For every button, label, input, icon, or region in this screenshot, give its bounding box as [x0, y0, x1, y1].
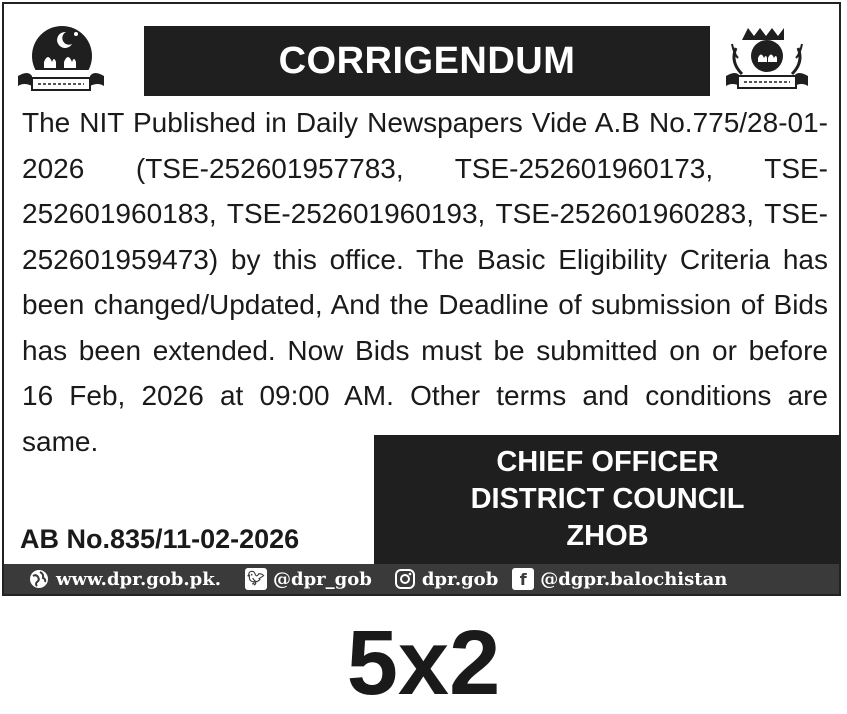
- footer-bar: [4, 564, 839, 594]
- twitter-icon: 🐦︎: [245, 568, 267, 590]
- website-link[interactable]: www.dpr.gob.pk.: [56, 568, 221, 590]
- ab-number: AB No.835/11-02-2026: [20, 524, 300, 554]
- footer-facebook: [512, 568, 727, 590]
- ad-size-label: 5x2: [346, 612, 501, 714]
- instagram-handle[interactable]: dpr.gob: [421, 568, 499, 590]
- instagram-icon: [394, 568, 416, 590]
- footer-website: [28, 568, 221, 590]
- twitter-handle[interactable]: @dpr_gob: [272, 568, 372, 590]
- signature-title: CHIEF OFFICER: [496, 446, 719, 478]
- notice-body-text: The NIT Published in Daily Newspapers Vide A.B No.775/28-01-2026 (TSE-252601957783, TSE-252601960173, TSE-252601960183, TSE-252601960193, TSE-252601960283, TSE-252601959473) by this office. The Basic Eligibility Criteria has been changed/Updated, And the Deadline of submission of Bids has been extended. Now Bids must be submitted on or before 16 Feb, 2026 at 09:00 AM. Other terms and conditions are same.: [22, 107, 828, 457]
- signature-block: [374, 435, 841, 564]
- government-emblem-right: [720, 18, 814, 96]
- facebook-handle[interactable]: @dgpr.balochistan: [540, 568, 728, 590]
- footer-instagram: [394, 568, 498, 590]
- signature-location: ZHOB: [566, 520, 649, 552]
- title-banner: CORRIGENDUM: [144, 26, 710, 96]
- globe-icon: [28, 568, 50, 590]
- government-emblem-left: [14, 18, 108, 96]
- footer-twitter: [245, 568, 372, 590]
- advertisement-frame: [2, 2, 841, 596]
- facebook-icon: f: [512, 568, 534, 590]
- signature-department: DISTRICT COUNCIL: [470, 483, 745, 515]
